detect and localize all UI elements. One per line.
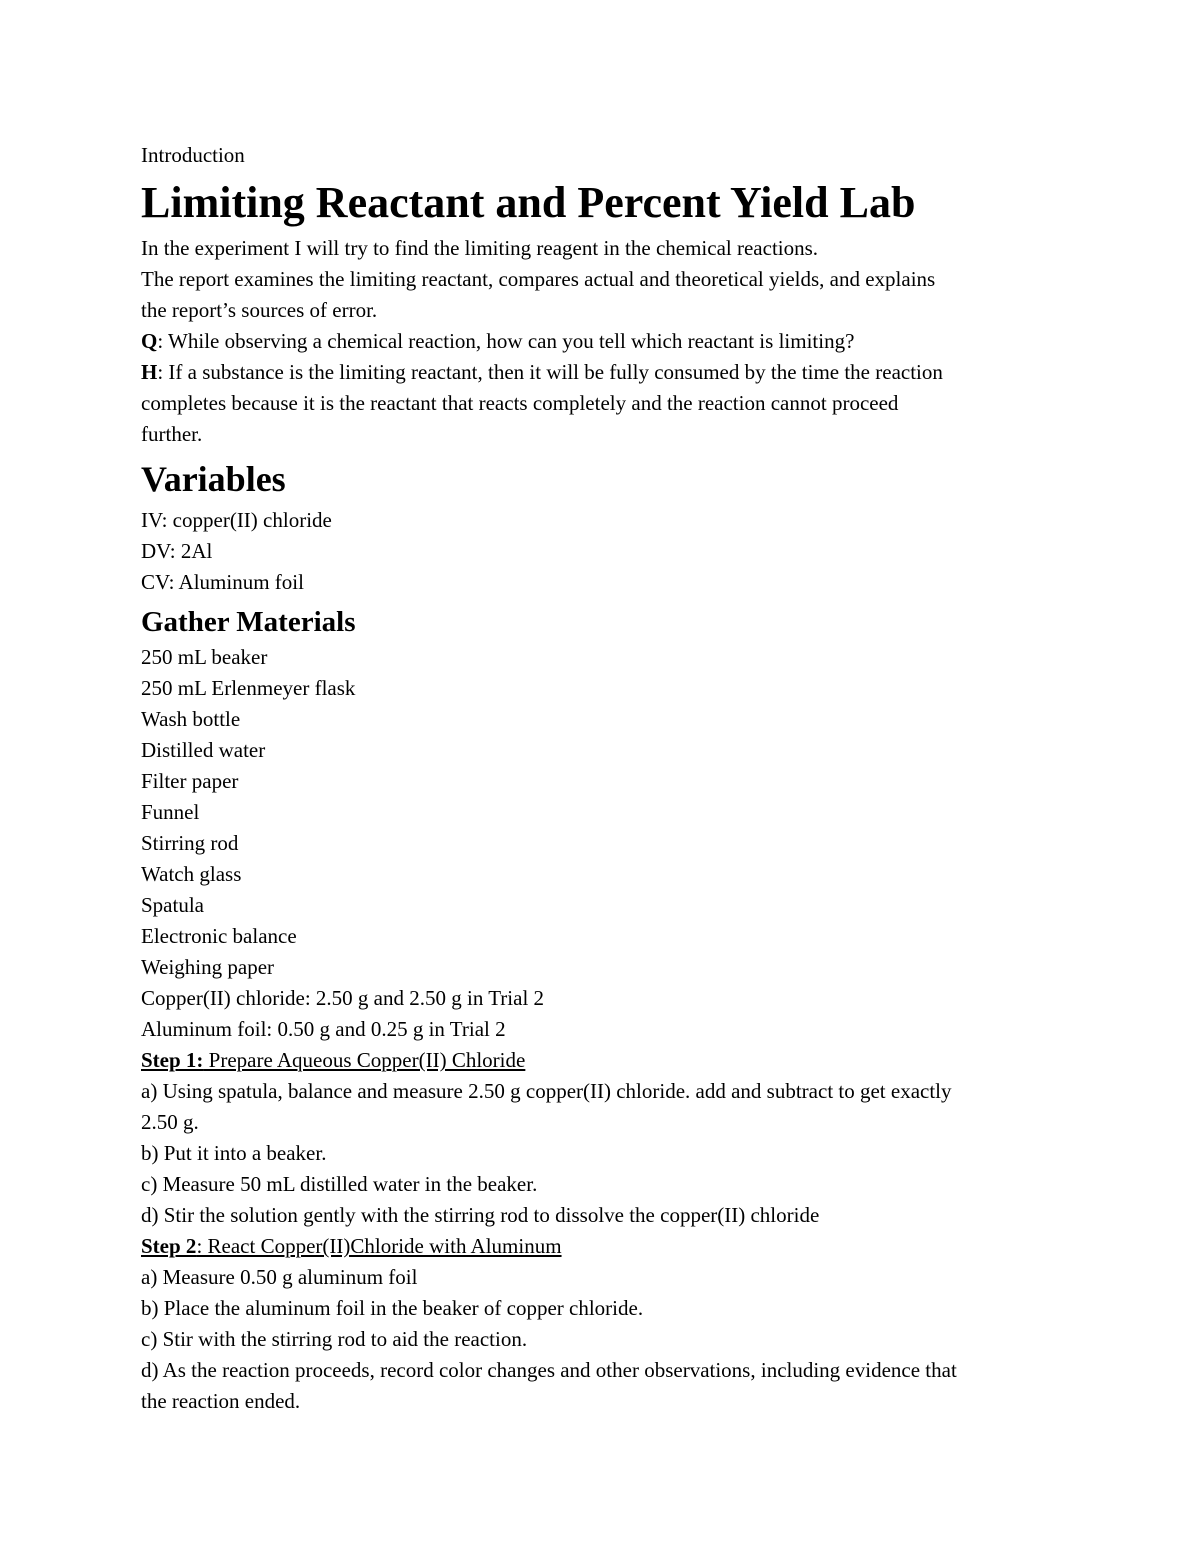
- hypothesis-label: H: [141, 360, 158, 384]
- material-item: Weighing paper: [141, 955, 275, 979]
- question-label: Q: [141, 329, 158, 353]
- step-1-line: a) Using spatula, balance and measure 2.50 g copper(II) chloride. add and subtract to get exactly: [141, 1079, 952, 1103]
- step-2-line: the reaction ended.: [141, 1389, 301, 1413]
- material-item: Electronic balance: [141, 924, 297, 948]
- material-item: Wash bottle: [141, 707, 241, 731]
- question-text: : While observing a chemical reaction, how can you tell which reactant is limiting?: [157, 329, 855, 353]
- section-label-introduction: Introduction: [141, 143, 245, 167]
- variable-cv: CV: Aluminum foil: [141, 570, 304, 594]
- intro-paragraph-2-line-1: The report examines the limiting reactant, compares actual and theoretical yields, and explains: [141, 267, 936, 291]
- hypothesis-line-3: further.: [141, 422, 203, 446]
- material-item: 250 mL beaker: [141, 645, 268, 669]
- materials-heading: Gather Materials: [141, 606, 356, 638]
- material-item: Spatula: [141, 893, 204, 917]
- material-item: Filter paper: [141, 769, 239, 793]
- material-item: Copper(II) chloride: 2.50 g and 2.50 g in Trial 2: [141, 986, 545, 1010]
- step-2-line: c) Stir with the stirring rod to aid the reaction.: [141, 1327, 528, 1351]
- document-page: [141, 140, 1071, 1417]
- step-2-line: a) Measure 0.50 g aluminum foil: [141, 1265, 418, 1289]
- material-item: Funnel: [141, 800, 200, 824]
- material-item: Stirring rod: [141, 831, 239, 855]
- variable-iv: IV: copper(II) chloride: [141, 508, 332, 532]
- step-2-title: : React Copper(II)Chloride with Aluminum: [196, 1234, 562, 1258]
- step-1-line: d) Stir the solution gently with the stirring rod to dissolve the copper(II) chloride: [141, 1203, 820, 1227]
- step-2-heading: [141, 1231, 1071, 1262]
- hypothesis-line-2: completes because it is the reactant that reacts completely and the reaction cannot proceed: [141, 391, 899, 415]
- step-2-line: b) Place the aluminum foil in the beaker of copper chloride.: [141, 1296, 644, 1320]
- step-1-line: b) Put it into a beaker.: [141, 1141, 327, 1165]
- material-item: Distilled water: [141, 738, 266, 762]
- step-1-line: 2.50 g.: [141, 1110, 199, 1134]
- variables-heading: Variables: [141, 459, 286, 499]
- question-line: [141, 326, 1071, 357]
- step-1-label: Step 1:: [141, 1048, 204, 1072]
- variable-dv: DV: 2Al: [141, 539, 213, 563]
- material-item: 250 mL Erlenmeyer flask: [141, 676, 356, 700]
- step-1-line: c) Measure 50 mL distilled water in the beaker.: [141, 1172, 538, 1196]
- step-2-line: d) As the reaction proceeds, record color changes and other observations, including evidence that: [141, 1358, 957, 1382]
- step-1-heading: [141, 1045, 1071, 1076]
- intro-paragraph-1: In the experiment I will try to find the limiting reagent in the chemical reactions.: [141, 236, 819, 260]
- document-title: Limiting Reactant and Percent Yield Lab: [141, 178, 916, 227]
- material-item: Watch glass: [141, 862, 242, 886]
- hypothesis-text-1: : If a substance is the limiting reactant, then it will be fully consumed by the time the reaction: [157, 360, 943, 384]
- step-2-label: Step 2: [141, 1234, 197, 1258]
- material-item: Aluminum foil: 0.50 g and 0.25 g in Trial 2: [141, 1017, 506, 1041]
- hypothesis-line-1: [141, 357, 1071, 388]
- step-1-title: Prepare Aqueous Copper(II) Chloride: [203, 1048, 526, 1072]
- intro-paragraph-2-line-2: the report’s sources of error.: [141, 298, 378, 322]
